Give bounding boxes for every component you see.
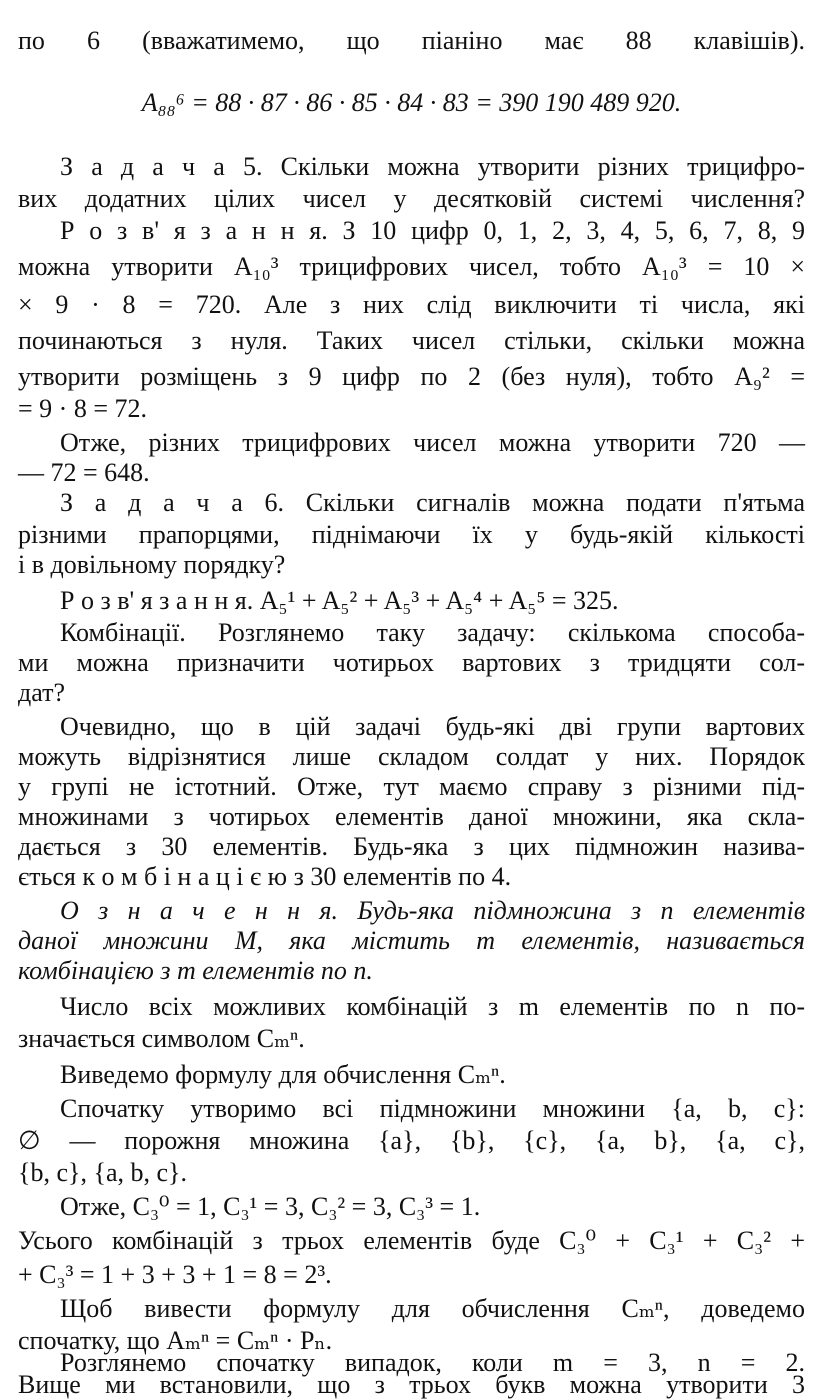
formula-line: Отже, C₃⁰ = 1, C₃¹ = 3, C₃² = 3, C₃³ = 1. xyxy=(60,1192,481,1221)
text-line: ми можна призначити чотирьох вартових з тридцяти сол- xyxy=(18,648,805,677)
text-line: — 72 = 648. xyxy=(18,458,150,487)
task-heading: З а д а ч а 5. Скільки можна утворити різних трицифро- xyxy=(60,152,805,181)
text-line: Щоб вивести формулу для обчислення Cₘⁿ, доведемо xyxy=(60,1294,805,1323)
formula-line: A₈₈⁶ = 88 · 87 · 86 · 85 · 84 · 83 = 390 190 489 920. xyxy=(141,88,682,117)
text-line: ∅ — порожня множина {a}, {b}, {c}, {a, b}, {a, c}, xyxy=(18,1126,805,1155)
solution-heading: Р о з в' я з а н н я. З 10 цифр 0, 1, 2, 3, 4, 5, 6, 7, 8, 9 xyxy=(60,216,805,245)
text-line: Число всіх можливих комбінацій з m елементів по n по- xyxy=(60,992,805,1021)
text-line: утворити розміщень з 9 цифр по 2 (без нуля), тобто A₉² = xyxy=(18,362,805,391)
text-line: Спочатку утворимо всі підмножини множини {a, b, c}: xyxy=(60,1094,805,1123)
text-line: починаються з нуля. Таких чисел стільки, скільки можна xyxy=(18,326,805,355)
text-line: дається з 30 елементів. Будь-яка з цих підмножин назива- xyxy=(18,832,805,861)
text-line: Усього комбінацій з трьох елементів буде C₃⁰ + C₃¹ + C₃² + xyxy=(18,1226,805,1255)
task-heading: З а д а ч а 6. Скільки сигналів можна подати п'ятьма xyxy=(60,488,805,517)
text-line: можна утворити A₁₀³ трицифрових чисел, тобто A₁₀³ = 10 × xyxy=(18,252,805,281)
text-line: Отже, різних трицифрових чисел можна утворити 720 — xyxy=(60,428,805,457)
text-line: вих додатних цілих чисел у десятковій системі числення? xyxy=(18,184,805,213)
text-line: Розглянемо спочатку випадок, коли m = 3, n = 2. xyxy=(60,1348,805,1377)
text-line: у групі не істотний. Отже, тут маємо справу з різними під- xyxy=(18,772,805,801)
text-line: можуть відрізнятися лише складом солдат у них. Порядок xyxy=(18,742,805,771)
text-line: спочатку, що Aₘⁿ = Cₘⁿ · Pₙ. xyxy=(18,1326,333,1355)
definition-heading: О з н а ч е н н я. Будь-яка підмножина з n елементів xyxy=(60,896,805,925)
text-line: по 6 (вважатимемо, що піаніно має 88 клавішів). xyxy=(18,26,805,55)
text-line: = 9 · 8 = 72. xyxy=(18,394,147,423)
section-heading: Комбінації. Розглянемо таку задачу: скількома способа- xyxy=(60,618,805,647)
text-line: {b, c}, {a, b, c}. xyxy=(18,1158,188,1187)
text-line: Вище ми встановили, що з трьох букв можна утворити 3 xyxy=(18,1370,805,1399)
text-line: Виведемо формулу для обчислення Cₘⁿ. xyxy=(60,1060,506,1089)
text-line: різними прапорцями, піднімаючи їх у будь-якій кількості xyxy=(18,520,805,549)
text-line: × 9 · 8 = 720. Але з них слід виключити ті числа, які xyxy=(18,290,805,319)
text-line: і в довільному порядку? xyxy=(18,550,286,579)
definition-text: даної множини M, яка містить m елементів, називається xyxy=(18,926,805,955)
text-line: множинами з чотирьох елементів даної множини, яка скла- xyxy=(18,802,805,831)
solution-heading: Р о з в' я з а н н я. A₅¹ + A₅² + A₅³ + A₅⁴ + A₅⁵ = 325. xyxy=(60,586,619,615)
text-line: дат? xyxy=(18,678,65,707)
definition-text: комбінацією з m елементів по n. xyxy=(18,956,373,985)
text-line: Очевидно, що в цій задачі будь-які дві групи вартових xyxy=(60,712,805,741)
formula-line: + C₃³ = 1 + 3 + 3 + 1 = 8 = 2³. xyxy=(18,1260,332,1289)
text-line: значається символом Cₘⁿ. xyxy=(18,1024,305,1053)
text-line: ється к о м б і н а ц і є ю з 30 елементів по 4. xyxy=(18,862,512,891)
